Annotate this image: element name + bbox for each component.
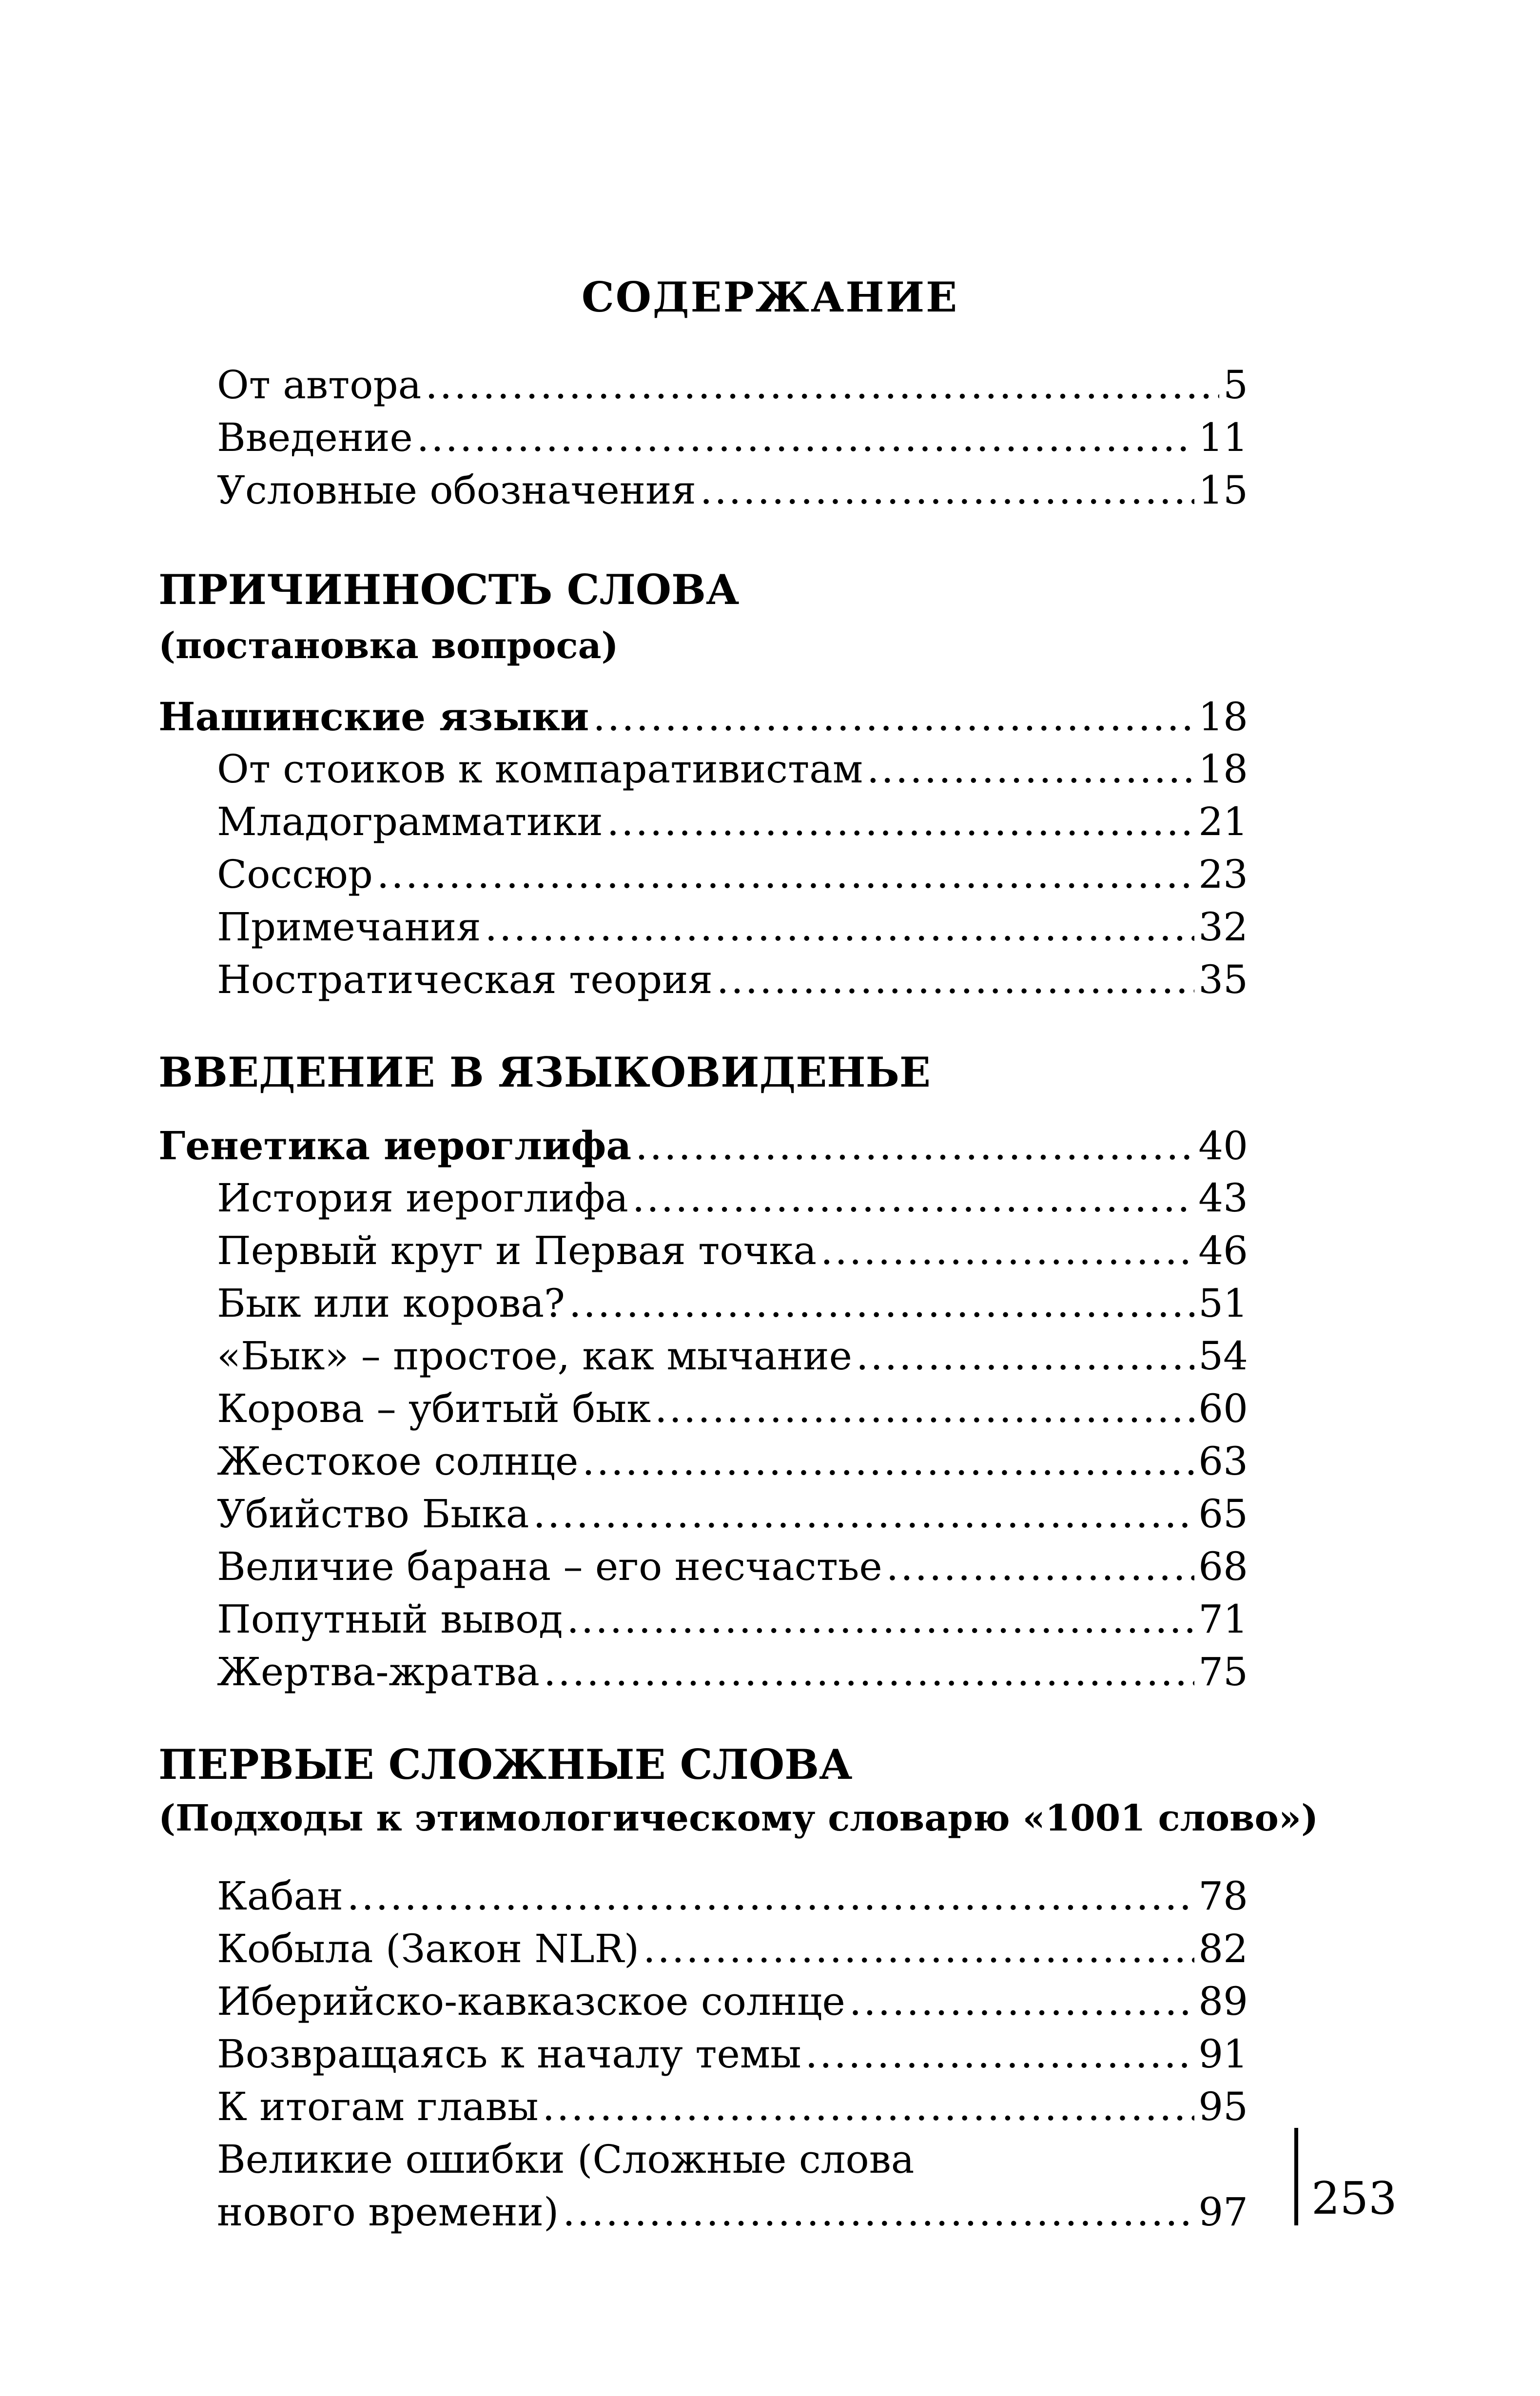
leader-dots xyxy=(569,1277,1194,1330)
toc-entry-page: 54 xyxy=(1198,1333,1248,1379)
toc-entry-title: Младограмматики xyxy=(217,799,603,844)
toc-entry-page: 35 xyxy=(1198,957,1248,1002)
leader-dots xyxy=(593,690,1194,744)
leader-dots xyxy=(643,1922,1194,1976)
leader-dots xyxy=(582,1435,1194,1488)
leader-dots xyxy=(425,358,1219,412)
toc-entry[interactable] xyxy=(217,1540,1248,1594)
toc-entry-page: 63 xyxy=(1198,1439,1248,1484)
toc-entry[interactable] xyxy=(217,848,1248,901)
toc-entry-title: Кобыла (Закон NLR) xyxy=(217,1926,640,1971)
toc-entry-title: История иероглифа xyxy=(217,1175,628,1221)
leader-dots xyxy=(856,1329,1194,1383)
leader-dots xyxy=(635,1119,1194,1173)
toc-entry-line1[interactable] xyxy=(217,2133,1248,2186)
toc-entry-page: 23 xyxy=(1198,852,1248,897)
toc-chapter[interactable] xyxy=(158,690,1248,743)
leader-dots xyxy=(544,1645,1194,1699)
toc-entry[interactable] xyxy=(217,795,1248,849)
toc-entry[interactable] xyxy=(217,742,1248,796)
toc-entry-page: 51 xyxy=(1198,1281,1248,1326)
toc-entry-title: Попутный вывод xyxy=(217,1597,563,1642)
toc-entry-title: Кабан xyxy=(217,1873,343,1919)
toc-entry-title: Введение xyxy=(217,415,413,460)
toc-entry-page: 60 xyxy=(1198,1386,1248,1431)
leader-dots xyxy=(563,2185,1194,2239)
contents-title: СОДЕРЖАНИЕ xyxy=(581,273,959,321)
toc-entry-title: К итогам главы xyxy=(217,2084,539,2129)
toc-entry-page: 89 xyxy=(1198,1979,1248,2024)
toc-entry-page: 21 xyxy=(1198,799,1248,844)
leader-dots xyxy=(533,1487,1194,1541)
toc-entry[interactable] xyxy=(217,1870,1248,1923)
toc-entry-page: 43 xyxy=(1198,1175,1248,1221)
leader-dots xyxy=(377,848,1194,901)
toc-entry[interactable] xyxy=(217,953,1248,1007)
toc-entry[interactable] xyxy=(217,1382,1248,1436)
toc-entry[interactable] xyxy=(217,464,1248,517)
toc-entry-page: 68 xyxy=(1198,1544,1248,1589)
toc-entry-page: 95 xyxy=(1198,2084,1248,2129)
page-number: 253 xyxy=(1311,2172,1397,2224)
toc-entry-title: Первый круг и Первая точка xyxy=(217,1228,817,1273)
part-heading: ПРИЧИННОСТЬ СЛОВА xyxy=(158,565,740,614)
toc-entry[interactable] xyxy=(217,2185,1248,2239)
toc-entry[interactable] xyxy=(217,1922,1248,1976)
toc-entry-title: нового времени) xyxy=(217,2189,559,2235)
leader-dots xyxy=(567,1593,1195,1646)
leader-dots xyxy=(655,1382,1194,1436)
toc-entry-title: Жертва-жратва xyxy=(217,1649,540,1695)
leader-dots xyxy=(849,1975,1194,2028)
toc-entry-title: От стоиков к компаративистам xyxy=(217,746,863,792)
toc-entry-title: Убийство Быка xyxy=(217,1491,529,1537)
toc-entry[interactable] xyxy=(217,1435,1248,1488)
toc-entry[interactable] xyxy=(217,1171,1248,1225)
toc-entry[interactable] xyxy=(217,1277,1248,1330)
leader-dots xyxy=(417,411,1194,465)
leader-dots xyxy=(543,2080,1195,2134)
leader-dots xyxy=(347,1870,1194,1923)
toc-entry[interactable] xyxy=(217,1487,1248,1541)
toc-entry-page: 32 xyxy=(1198,904,1248,950)
toc-entry-page: 5 xyxy=(1223,362,1248,408)
toc-entry-title: Корова – убитый бык xyxy=(217,1386,651,1431)
toc-entry-page: 11 xyxy=(1198,415,1248,460)
toc-entry[interactable] xyxy=(217,1645,1248,1699)
toc-entry-title: Бык или корова? xyxy=(217,1281,565,1326)
leader-dots xyxy=(717,953,1194,1007)
part-subheading: (постановка вопроса) xyxy=(158,625,619,667)
toc-entry-title: Соссюр xyxy=(217,852,373,897)
toc-entry-page: 75 xyxy=(1198,1649,1248,1695)
toc-entry-title: Величие барана – его несчастье xyxy=(217,1544,882,1589)
toc-entry-title: Иберийско-кавказское солнце xyxy=(217,1979,845,2024)
toc-entry[interactable] xyxy=(217,358,1248,412)
toc-chapter-title: Нашинские языки xyxy=(158,694,589,740)
leader-dots xyxy=(805,2027,1194,2081)
toc-entry[interactable] xyxy=(217,2027,1248,2081)
toc-entry[interactable] xyxy=(217,1975,1248,2028)
toc-chapter-title: Генетика иероглифа xyxy=(158,1123,632,1169)
toc-entry-page: 40 xyxy=(1198,1123,1248,1169)
leader-dots xyxy=(700,464,1194,517)
toc-entry-page: 65 xyxy=(1198,1491,1248,1537)
toc-entry-title: «Бык» – простое, как мычание xyxy=(217,1333,852,1379)
toc-entry-page: 18 xyxy=(1198,694,1248,740)
leader-dots xyxy=(867,742,1194,796)
toc-entry[interactable] xyxy=(217,1329,1248,1383)
toc-entry-title: Ностратическая теория xyxy=(217,957,713,1002)
toc-entry-page: 97 xyxy=(1198,2189,1248,2235)
leader-dots xyxy=(607,795,1194,849)
leader-dots xyxy=(886,1540,1194,1594)
part-heading: ПЕРВЫЕ СЛОЖНЫЕ СЛОВА xyxy=(158,1740,853,1789)
folio-rule xyxy=(1294,2128,1298,2225)
toc-entry-page: 71 xyxy=(1198,1597,1248,1642)
toc-entry-page: 82 xyxy=(1198,1926,1248,1971)
toc-entry-page: 15 xyxy=(1198,468,1248,513)
leader-dots xyxy=(632,1171,1194,1225)
toc-entry[interactable] xyxy=(217,900,1248,954)
part-heading: ВВЕДЕНИЕ В ЯЗЫКОВИДЕНЬЕ xyxy=(158,1048,931,1096)
toc-entry-title: Примечания xyxy=(217,904,481,950)
toc-entry-page: 46 xyxy=(1198,1228,1248,1273)
toc-entry-title: Жестокое солнце xyxy=(217,1439,579,1484)
toc-entry-page: 18 xyxy=(1198,746,1248,792)
toc-entry[interactable] xyxy=(217,1593,1248,1646)
toc-entry-title: Возвращаясь к началу темы xyxy=(217,2031,801,2077)
toc-chapter[interactable] xyxy=(158,1119,1248,1172)
toc-entry-title: Условные обозначения xyxy=(217,468,696,513)
leader-dots xyxy=(820,1224,1194,1278)
toc-entry-title: От автора xyxy=(217,362,422,408)
toc-entry-title: Великие ошибки (Сложные слова xyxy=(217,2137,915,2182)
toc-entry[interactable] xyxy=(217,1224,1248,1278)
part-subheading: (Подходы к этимологическому словарю «1001 слово») xyxy=(158,1797,1319,1839)
toc-entry-page: 91 xyxy=(1198,2031,1248,2077)
toc-entry[interactable] xyxy=(217,2080,1248,2134)
toc-entry[interactable] xyxy=(217,411,1248,465)
toc-entry-page: 78 xyxy=(1198,1873,1248,1919)
leader-dots xyxy=(485,900,1195,954)
